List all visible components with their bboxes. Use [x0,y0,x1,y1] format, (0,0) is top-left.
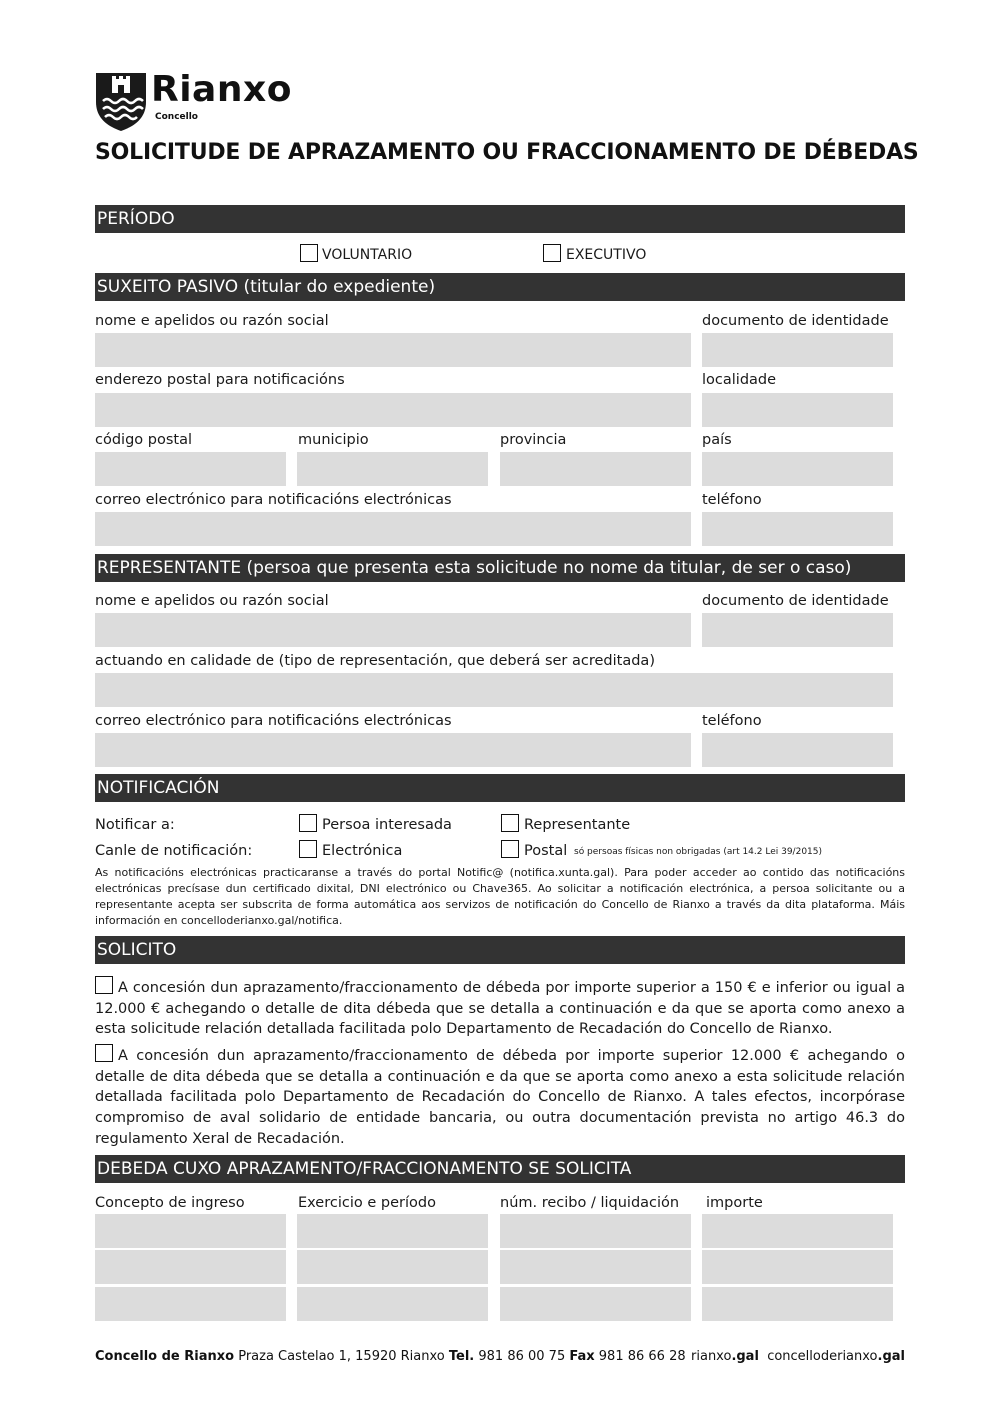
representante-nome-label: nome e apelidos ou razón social [95,593,329,609]
section-header-notificacion: NOTIFICACIÓN [95,774,905,802]
voluntario-checkbox[interactable] [300,244,318,262]
notificacion-text: As notificacións electrónicas practicaranse a través do portal Notific@ (notifica.xunta.gal). Para poder acceder ao contido das notificacións electrónicas precísase dun certificado dixital, DNI electrónico ou Chave365. Ao solicitar a notificación electrónica, a persoa solicitante ou a representante acepta ser subscrita de forma automática aos servizos de notificación do Concello de Rianxo a través da dita plataforma. Máis información en concelloderianxo.gal/notifica. [95,866,905,927]
solicito-option2-checkbox[interactable] [95,1044,113,1062]
postal-note: só persoas físicas non obrigadas (art 14.2 Lei 39/2015) [574,847,823,857]
debeda-importe-field[interactable] [702,1287,893,1321]
executivo-checkbox[interactable] [543,244,561,262]
suxeito-enderezo-field[interactable] [95,393,691,427]
logo [95,69,325,134]
persoa-interesada-label: Persoa interesada [322,817,452,833]
representante-nome-field[interactable] [95,613,691,647]
voluntario-label: VOLUNTARIO [322,247,413,263]
representante-telefono-field[interactable] [702,733,893,767]
representante-correo-field[interactable] [95,733,691,767]
electronica-checkbox[interactable] [299,840,317,858]
debeda-column-concepto: Concepto de ingreso [95,1195,245,1211]
footer-websites [691,1348,905,1366]
debeda-recibo-field[interactable] [500,1250,691,1284]
representante-documento-label: documento de identidade [702,593,889,609]
suxeito-localidade-field[interactable] [702,393,893,427]
solicito-option1 [95,976,905,1040]
footer-tel: 981 86 00 75 [474,1349,570,1364]
representante-documento-field[interactable] [702,613,893,647]
suxeito-provincia-label: provincia [500,432,567,448]
section-header-solicito: SOLICITO [95,936,905,964]
debeda-column-exercicio: Exercicio e período [298,1195,436,1211]
debeda-recibo-field[interactable] [500,1214,691,1248]
debeda-exercicio-field[interactable] [297,1287,488,1321]
debeda-concepto-field[interactable] [95,1214,286,1248]
persoa-interesada-checkbox[interactable] [299,814,317,832]
logo-name: Rianxo [151,69,292,110]
suxeito-codigo-postal-label: código postal [95,432,192,448]
debeda-importe-field[interactable] [702,1250,893,1284]
suxeito-telefono-label: teléfono [702,492,762,508]
solicito-option1-checkbox[interactable] [95,976,113,994]
canle-label: Canle de notificación: [95,843,253,859]
suxeito-nome-label: nome e apelidos ou razón social [95,313,329,329]
electronica-label: Electrónica [322,843,403,859]
representante-calidade-field[interactable] [95,673,893,707]
section-header-suxeito: SUXEITO PASIVO (titular do expediente) [95,273,905,301]
footer-site1[interactable] [691,1349,759,1364]
footer-org: Concello de Rianxo [95,1349,235,1364]
debeda-concepto-field[interactable] [95,1287,286,1321]
footer-site1-tld: .gal [731,1349,759,1364]
suxeito-provincia-field[interactable] [500,452,691,486]
footer-tel-label: Tel. [448,1349,475,1364]
postal-label: Postal [524,843,568,859]
suxeito-municipio-field[interactable] [297,452,488,486]
suxeito-codigo-postal-field[interactable] [95,452,286,486]
debeda-exercicio-field[interactable] [297,1250,488,1284]
representante-checkbox[interactable] [501,814,519,832]
executivo-label: EXECUTIVO [566,247,647,263]
solicito-option2-text: A concesión dun aprazamento/fraccionamento de débeda por importe superior 12.000 € achegando o detalle de dita débeda que se detalla a continuación e da que se aporta como anexo a esta solicitude relación detallada facilitada polo Departamento de Recadación do Concello de Rianxo. A tales efectos, incorpórase compromiso de aval solidario de entidade bancaria, ou outra documentación prevista no artigo 46.3 do regulamento Xeral de Recadación. [95,1048,905,1147]
representante-telefono-label: teléfono [702,713,762,729]
suxeito-municipio-label: municipio [298,432,369,448]
debeda-concepto-field[interactable] [95,1250,286,1284]
debeda-exercicio-field[interactable] [297,1214,488,1248]
footer-street: Praza Castelao 1, 15920 Rianxo [234,1349,449,1364]
suxeito-telefono-field[interactable] [702,512,893,546]
footer-address [95,1348,686,1366]
footer-fax: 981 86 66 28 [594,1349,686,1364]
solicito-option1-text: A concesión dun aprazamento/fraccionamento de débeda por importe superior a 150 € e inferior ou igual a 12.000 € achegando o detalle de dita débeda que se detalla a continuación e da que se aporta como anexo a esta solicitude relación detallada facilitada polo Departamento de Recadación do Concello de Rianxo. [95,980,905,1038]
suxeito-correo-field[interactable] [95,512,691,546]
suxeito-correo-label: correo electrónico para notificacións electrónicas [95,492,452,508]
footer-site1-name: rianxo [691,1349,732,1364]
footer-site2-tld: .gal [877,1349,905,1364]
representante-calidade-label: actuando en calidade de (tipo de representación, que deberá ser acreditada) [95,653,655,669]
section-header-representante: REPRESENTANTE (persoa que presenta esta solicitude no nome da titular, de ser o caso) [95,554,905,582]
logo-subtitle: Concello [155,112,198,122]
suxeito-documento-label: documento de identidade [702,313,889,329]
debeda-importe-field[interactable] [702,1214,893,1248]
representante-correo-label: correo electrónico para notificacións electrónicas [95,713,452,729]
debeda-column-importe: importe [706,1195,763,1211]
suxeito-documento-field[interactable] [702,333,893,367]
postal-checkbox[interactable] [501,840,519,858]
page-title: SOLICITUDE DE APRAZAMENTO OU FRACCIONAMENTO DE DÉBEDAS [95,140,919,165]
suxeito-enderezo-label: enderezo postal para notificacións [95,372,345,388]
footer-site2[interactable] [767,1349,905,1364]
coat-of-arms-icon [95,72,147,132]
section-header-debeda: DEBEDA CUXO APRAZAMENTO/FRACCIONAMENTO SE SOLICITA [95,1155,905,1183]
representante-label: Representante [524,817,631,833]
solicito-option2 [95,1044,905,1150]
debeda-column-recibo: núm. recibo / liquidación [500,1195,680,1211]
debeda-recibo-field[interactable] [500,1287,691,1321]
notificar-a-label: Notificar a: [95,817,175,833]
suxeito-pais-label: país [702,432,732,448]
footer-site2-name: concelloderianxo [767,1349,878,1364]
suxeito-localidade-label: localidade [702,372,777,388]
footer-fax-label: Fax [569,1349,595,1364]
suxeito-pais-field[interactable] [702,452,893,486]
suxeito-nome-field[interactable] [95,333,691,367]
section-header-periodo: PERÍODO [95,205,905,233]
